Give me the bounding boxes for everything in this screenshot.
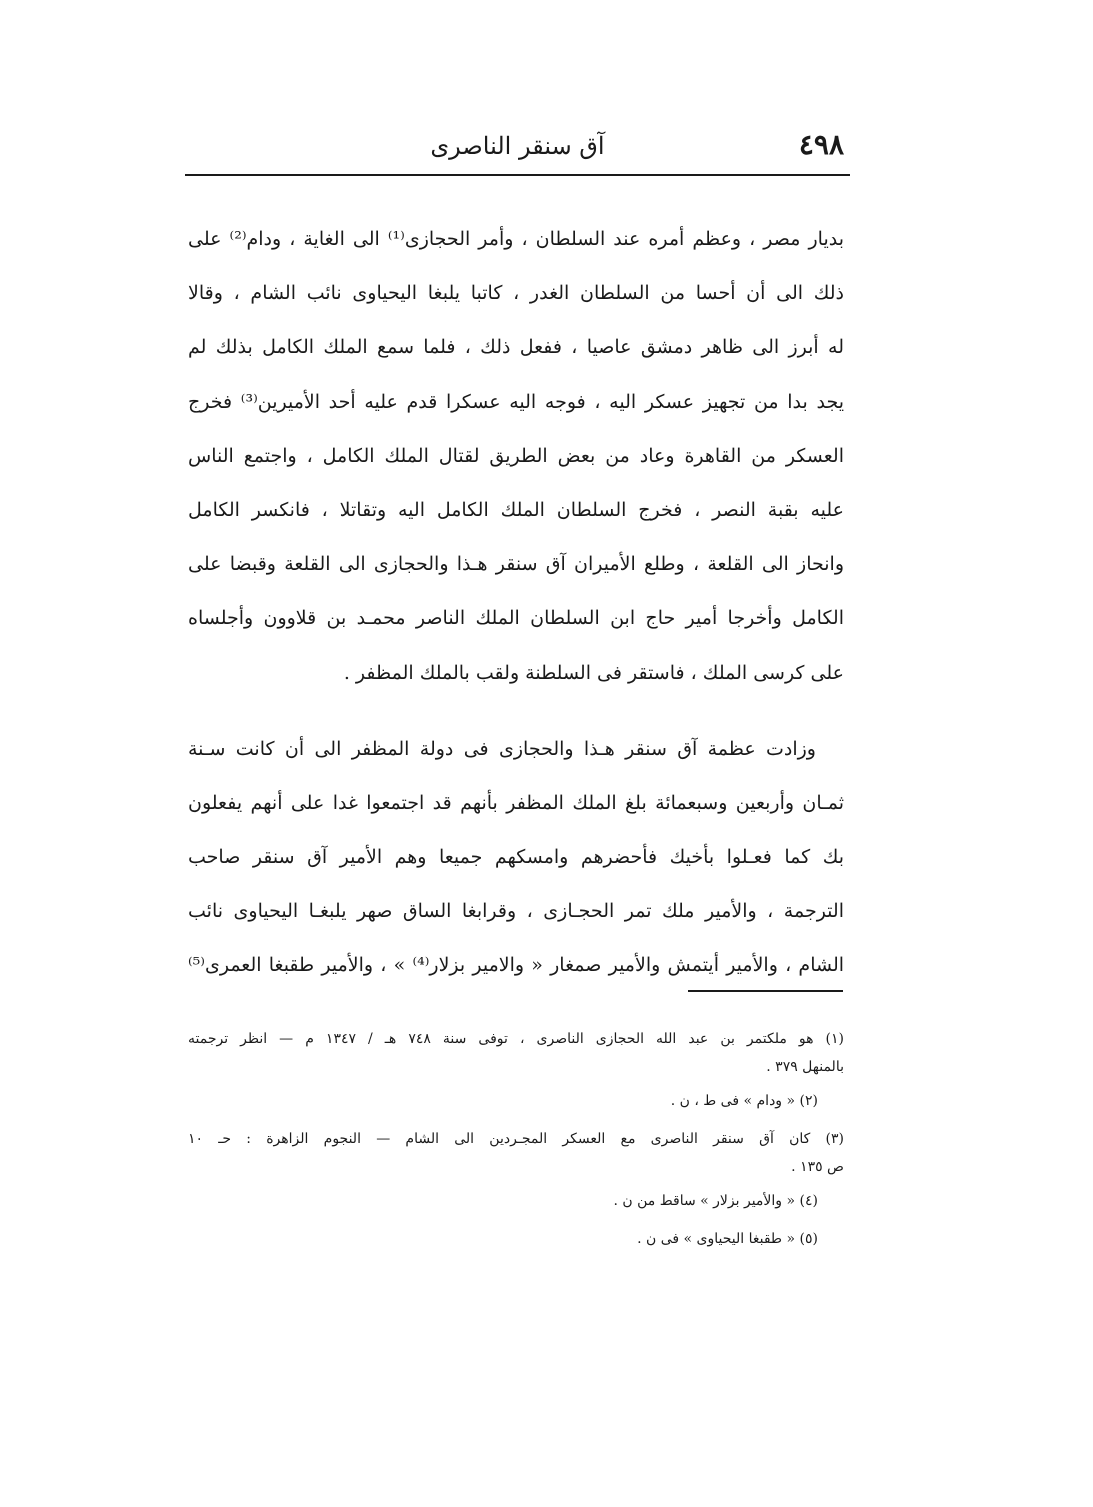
text-line: على كرسى الملك ، فاستقر فى السلطنة ولقب بالملك المظفر . — [343, 661, 844, 684]
footnote-5: (٥) « طقبغا اليحياوى » فى ن . — [637, 1231, 818, 1247]
footnote-text: (٣) كان آق سنقر الناصرى مع العسكر المجـردين الى الشام — النجوم الزاهرة : حـ ١٠ — [188, 1131, 845, 1147]
page-header — [185, 128, 850, 174]
text-line: الترجمة ، والأمير ملك تمر الحجـازى ، وقرابغا الساق صهر يلبغـا اليحياوى نائب — [188, 900, 844, 923]
text-line: الشام ، والأمير أيتمش والأمير صمغار « والامير بزلار⁽⁴⁾ » ، والأمير طقبغا العمرى⁽⁵⁾ — [188, 954, 845, 977]
footnote-text: ص ١٣٥ . — [791, 1159, 844, 1175]
text-line: له أبرز الى ظاهر دمشق عاصيا ، ففعل ذلك ، فلما سمع الملك الكامل بذلك لم — [188, 336, 844, 359]
footnote-3 — [188, 1120, 844, 1182]
header-rule — [185, 174, 850, 176]
text-line: وزادت عظمة آق سنقر هـذا والحجازى فى دولة المظفر الى أن كانت سـنة — [188, 737, 816, 760]
footnote-text: (١) هو ملكتمر بن عبد الله الحجازى الناصرى ، توفى سنة ٧٤٨ هـ / ١٣٤٧ م — انظر ترجمته — [188, 1031, 844, 1047]
text-line: العسكر من القاهرة وعاد من بعض الطريق لقتال الملك الكامل ، واجتمع الناس — [188, 444, 844, 467]
text-line: بك كما فعـلوا بأخيك فأحضرهم وامسكهم جميعا وهم الأمير آق سنقر صاحب — [188, 846, 844, 869]
text-line: ذلك الى أن أحسا من السلطان الغدر ، كاتبا يلبغا اليحياوى نائب الشام ، وقالا — [188, 282, 844, 305]
text-line: الكامل وأخرجا أمير حاج ابن السلطان الملك الناصر محمـد بن قلاوون وأجلساه — [188, 607, 844, 630]
footnote-2: (٢) « ودام » فى ط ، ن . — [670, 1093, 818, 1109]
footnote-1 — [188, 1020, 844, 1082]
text-line: عليه بقبة النصر ، فخرج السلطان الملك الكامل اليه وتقاتلا ، فانكسر الكامل — [188, 498, 844, 521]
paragraph-2 — [188, 722, 844, 993]
text-line: بديار مصر ، وعظم أمره عند السلطان ، وأمر الحجازى⁽¹⁾ الى الغاية ، ودام⁽²⁾ على — [188, 228, 844, 250]
main-text — [188, 212, 844, 993]
text-line: ثمـان وأربعين وسبعمائة بلغ الملك المظفر بأنهم قد اجتمعوا غدا على أنهم يفعلون — [188, 791, 844, 814]
footnotes — [188, 1020, 844, 1258]
paragraph-gap — [188, 700, 844, 722]
text-line: وانحاز الى القلعة ، وطلع الأميران آق سنقر هـذا والحجازى الى القلعة وقبضا على — [188, 553, 844, 576]
footnote-rule — [688, 990, 843, 992]
footnote-4: (٤) « والأمير بزلار » ساقط من ن . — [613, 1193, 818, 1209]
running-title: آق سنقر الناصرى — [430, 132, 605, 160]
paragraph-1 — [188, 212, 844, 700]
footnote-text: بالمنهل ٣٧٩ . — [766, 1059, 844, 1075]
page-number: ٤٩٨ — [798, 128, 844, 161]
text-line: يجد بدا من تجهيز عسكر اليه ، فوجه اليه عسكرا قدم عليه أحد الأميرين⁽³⁾ فخرج — [188, 390, 844, 413]
